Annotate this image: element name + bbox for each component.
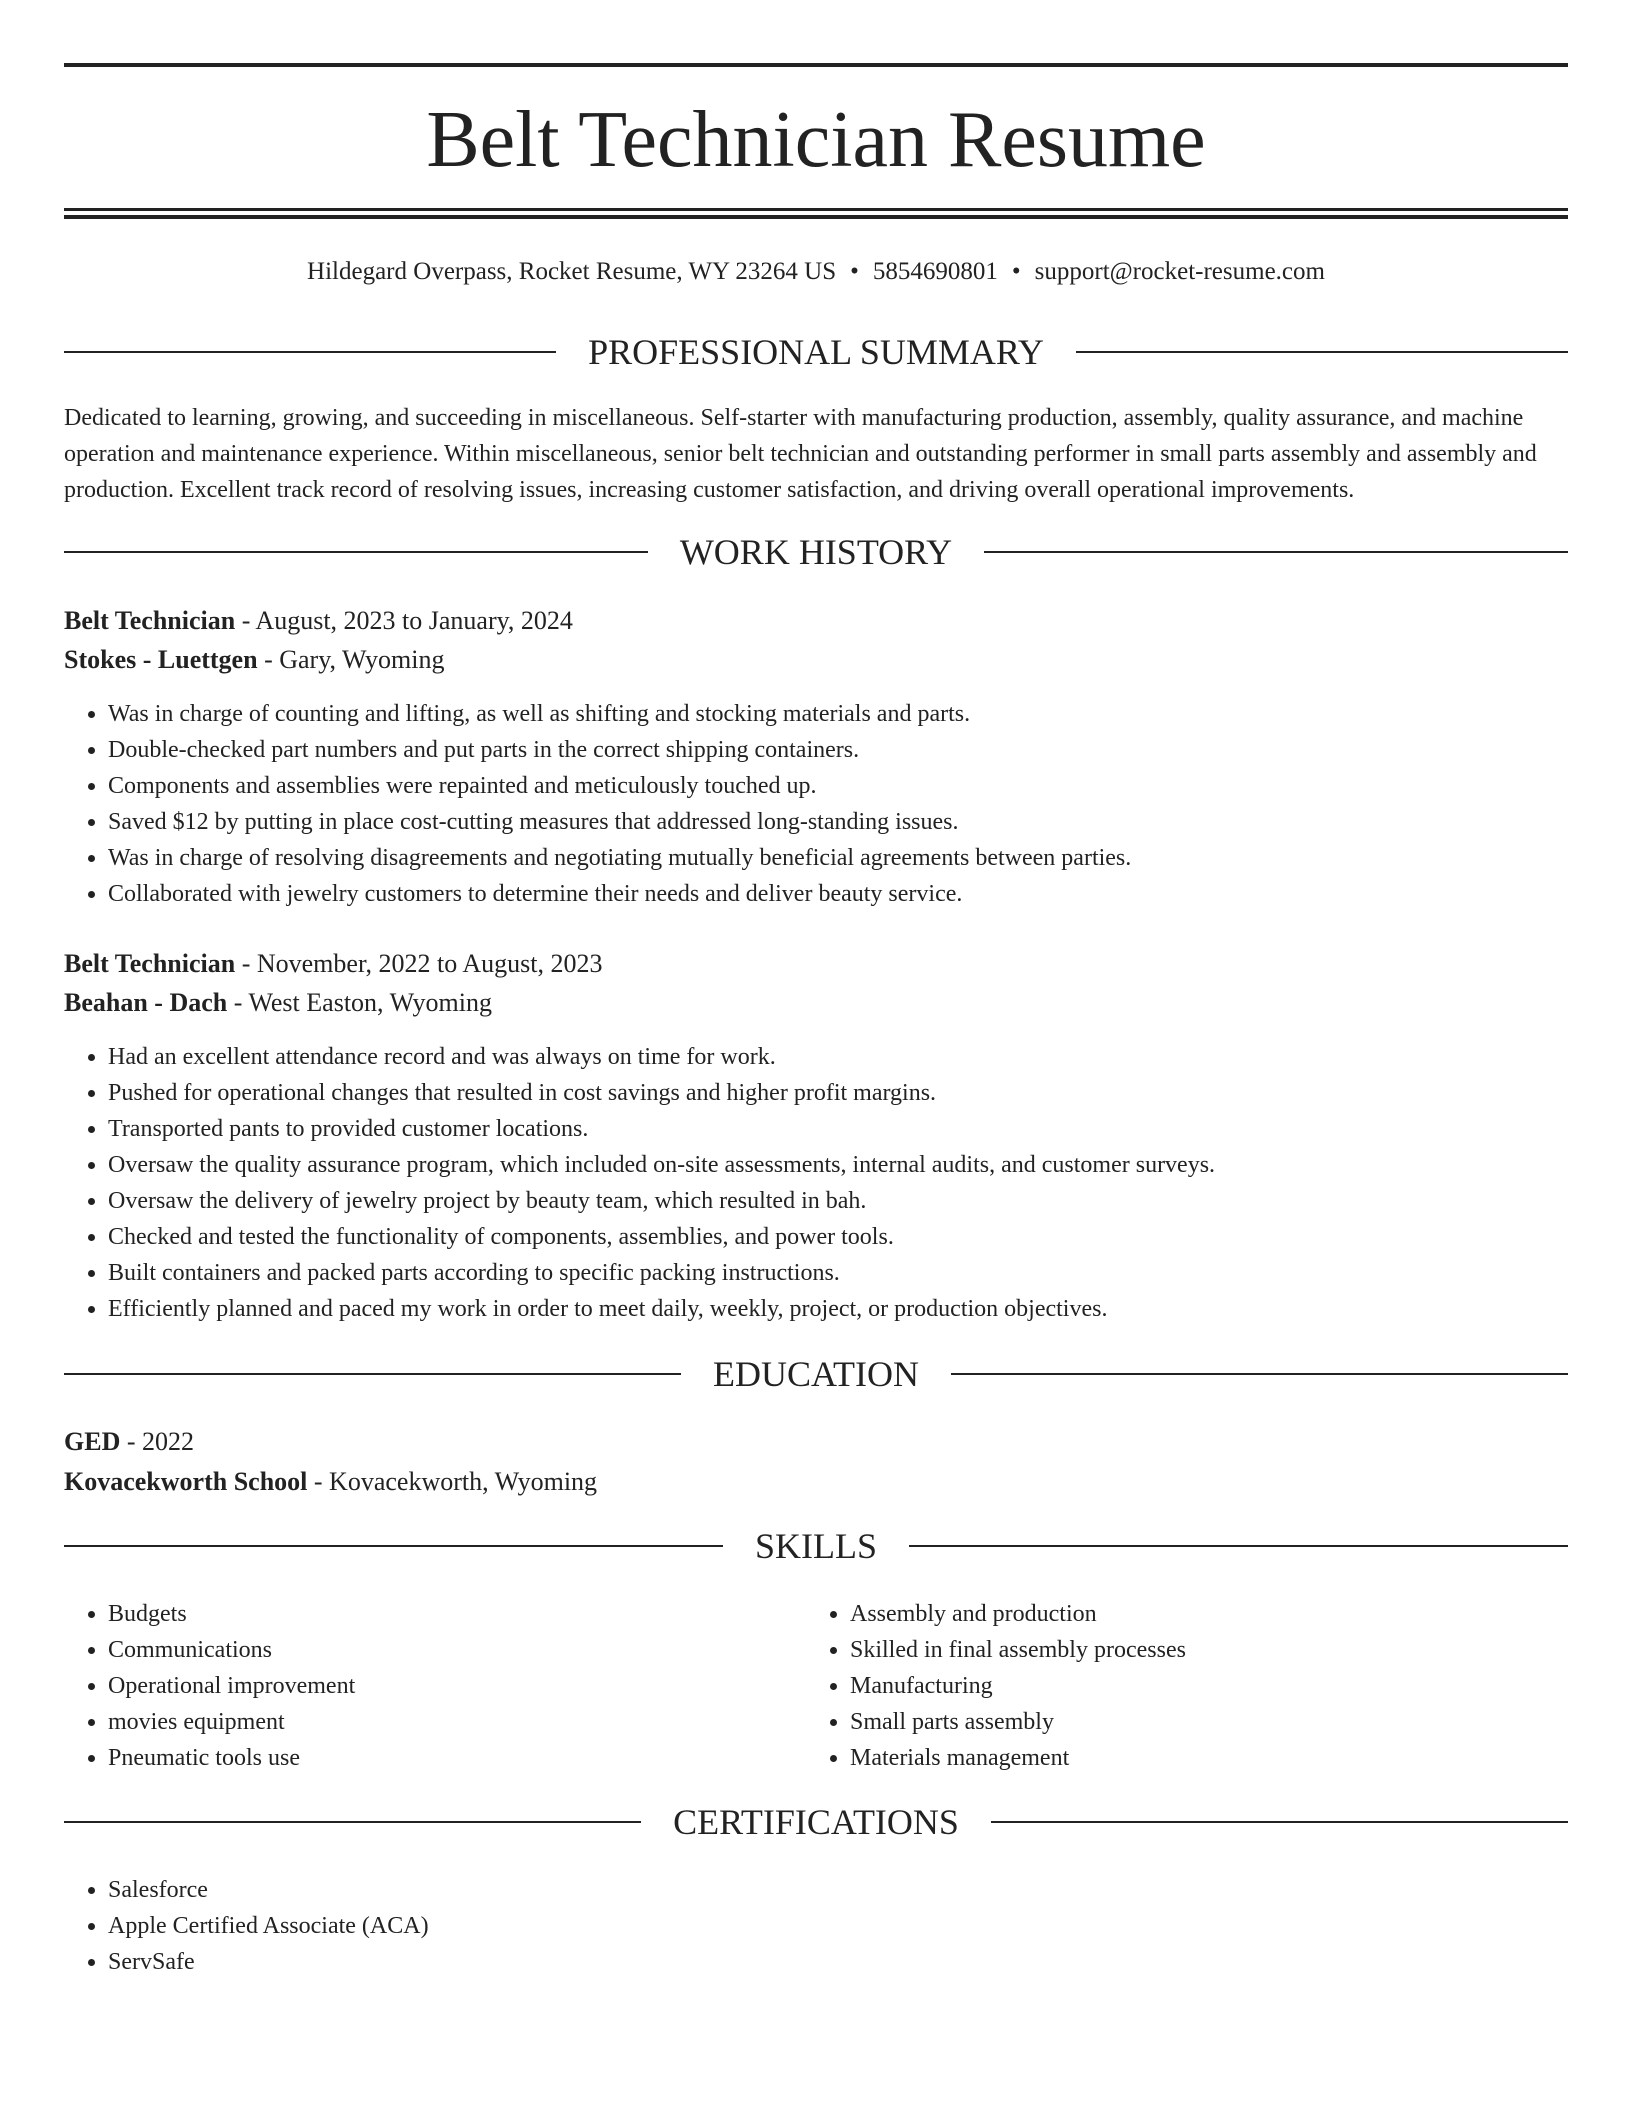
summary-text: Dedicated to learning, growing, and succeeding in miscellaneous. Self-starter with manufacturing production, assembly, quality assurance, and machine operation and maintenance experience. Within miscellaneous, senior belt technician and outstanding performer in small parts assembly and assembly and production. Excellent track record of resolving issues, increasing customer satisfaction, and driving overall operational improvements.	[64, 405, 1537, 503]
section-heading-summary	[64, 330, 1568, 374]
education-school: Kovacekworth School	[64, 1467, 308, 1496]
skills-list-right	[806, 1596, 1186, 1776]
section-heading-label: PROFESSIONAL SUMMARY	[588, 332, 1044, 372]
list-item: • Oversaw the delivery of jewelry project by beauty team, which resulted in bah.	[108, 1183, 1215, 1219]
section-heading-education	[64, 1352, 1568, 1396]
heading-rule	[64, 1821, 641, 1823]
list-item: • Transported pants to provided customer locations.	[108, 1111, 1215, 1147]
education-degree-line	[64, 1424, 1568, 1460]
list-item: • Skilled in final assembly processes	[850, 1632, 1186, 1668]
job-title: Belt Technician	[64, 606, 236, 635]
contact-address: Hildegard Overpass, Rocket Resume, WY 23264 US	[307, 258, 837, 285]
heading-rule	[951, 1373, 1568, 1375]
list-item: • Efficiently planned and paced my work in order to meet daily, weekly, project, or production objectives.	[108, 1291, 1215, 1327]
certifications-list	[64, 1872, 429, 1980]
top-rule	[64, 63, 1568, 67]
list-item: • Small parts assembly	[850, 1704, 1186, 1740]
list-item: • Operational improvement	[108, 1668, 355, 1704]
contact-line	[64, 254, 1568, 290]
list-item: • Apple Certified Associate (ACA)	[108, 1908, 429, 1944]
education-year: - 2022	[120, 1427, 195, 1456]
contact-separator: •	[1011, 258, 1021, 285]
contact-phone: 5854690801	[872, 258, 998, 285]
resume-title: Belt Technician Resume	[426, 96, 1206, 184]
list-item: • Manufacturing	[850, 1668, 1186, 1704]
job-title: Belt Technician	[64, 949, 236, 978]
skills-list-left	[64, 1596, 355, 1776]
job-location: - Gary, Wyoming	[257, 645, 445, 674]
list-item: • Components and assemblies were repainted and meticulously touched up.	[108, 768, 1131, 804]
section-heading-skills	[64, 1524, 1568, 1568]
section-heading-work-history	[64, 530, 1568, 574]
list-item: • Budgets	[108, 1596, 355, 1632]
section-heading-label: WORK HISTORY	[679, 532, 953, 572]
heading-rule	[991, 1821, 1568, 1823]
job-duties-list	[64, 696, 1131, 912]
list-item: • Salesforce	[108, 1872, 429, 1908]
list-item: • Pneumatic tools use	[108, 1740, 355, 1776]
job-dates: - August, 2023 to January, 2024	[235, 606, 573, 635]
list-item: • Oversaw the quality assurance program, which included on-site assessments, internal audits, and customer surveys.	[108, 1147, 1215, 1183]
list-item: • Materials management	[850, 1740, 1186, 1776]
education-location: - Kovacekworth, Wyoming	[307, 1467, 598, 1496]
heading-rule	[64, 1373, 681, 1375]
list-item: • Communications	[108, 1632, 355, 1668]
job-location: - West Easton, Wyoming	[227, 988, 492, 1017]
section-heading-label: CERTIFICATIONS	[673, 1802, 959, 1842]
list-item: • Was in charge of counting and lifting, as well as shifting and stocking materials and parts.	[108, 696, 1131, 732]
list-item: • Double-checked part numbers and put parts in the correct shipping containers.	[108, 732, 1131, 768]
heading-rule	[64, 551, 648, 553]
list-item: • ServSafe	[108, 1944, 429, 1980]
contact-email: support@rocket-resume.com	[1034, 258, 1325, 285]
title-double-rule	[64, 208, 1568, 219]
heading-rule	[64, 1545, 723, 1547]
education-degree: GED	[64, 1427, 121, 1456]
list-item: • movies equipment	[108, 1704, 355, 1740]
list-item: • Had an excellent attendance record and was always on time for work.	[108, 1039, 1215, 1075]
list-item: • Collaborated with jewelry customers to determine their needs and deliver beauty service.	[108, 876, 1131, 912]
section-heading-certifications	[64, 1800, 1568, 1844]
heading-rule	[984, 551, 1568, 553]
list-item: • Checked and tested the functionality of components, assemblies, and power tools.	[108, 1219, 1215, 1255]
section-heading-label: SKILLS	[755, 1526, 878, 1566]
list-item: • Pushed for operational changes that resulted in cost savings and higher profit margins.	[108, 1075, 1215, 1111]
list-item: • Built containers and packed parts according to specific packing instructions.	[108, 1255, 1215, 1291]
job-company: Beahan - Dach	[64, 988, 228, 1017]
job-company-line	[64, 642, 1568, 678]
heading-rule	[1076, 351, 1568, 353]
contact-separator: •	[850, 258, 859, 285]
heading-rule	[909, 1545, 1568, 1547]
list-item: • Was in charge of resolving disagreements and negotiating mutually beneficial agreements between parties.	[108, 840, 1131, 876]
heading-rule	[64, 351, 556, 353]
job-title-line	[64, 603, 1568, 639]
list-item: • Saved $12 by putting in place cost-cutting measures that addressed long-standing issues.	[108, 804, 1131, 840]
job-duties-list	[64, 1039, 1215, 1327]
job-company: Stokes - Luettgen	[64, 645, 258, 674]
education-school-line	[64, 1464, 1568, 1500]
job-dates: - November, 2022 to August, 2023	[235, 949, 603, 978]
job-company-line	[64, 985, 1568, 1021]
section-heading-label: EDUCATION	[713, 1354, 919, 1394]
list-item: • Assembly and production	[850, 1596, 1186, 1632]
job-title-line	[64, 946, 1568, 982]
